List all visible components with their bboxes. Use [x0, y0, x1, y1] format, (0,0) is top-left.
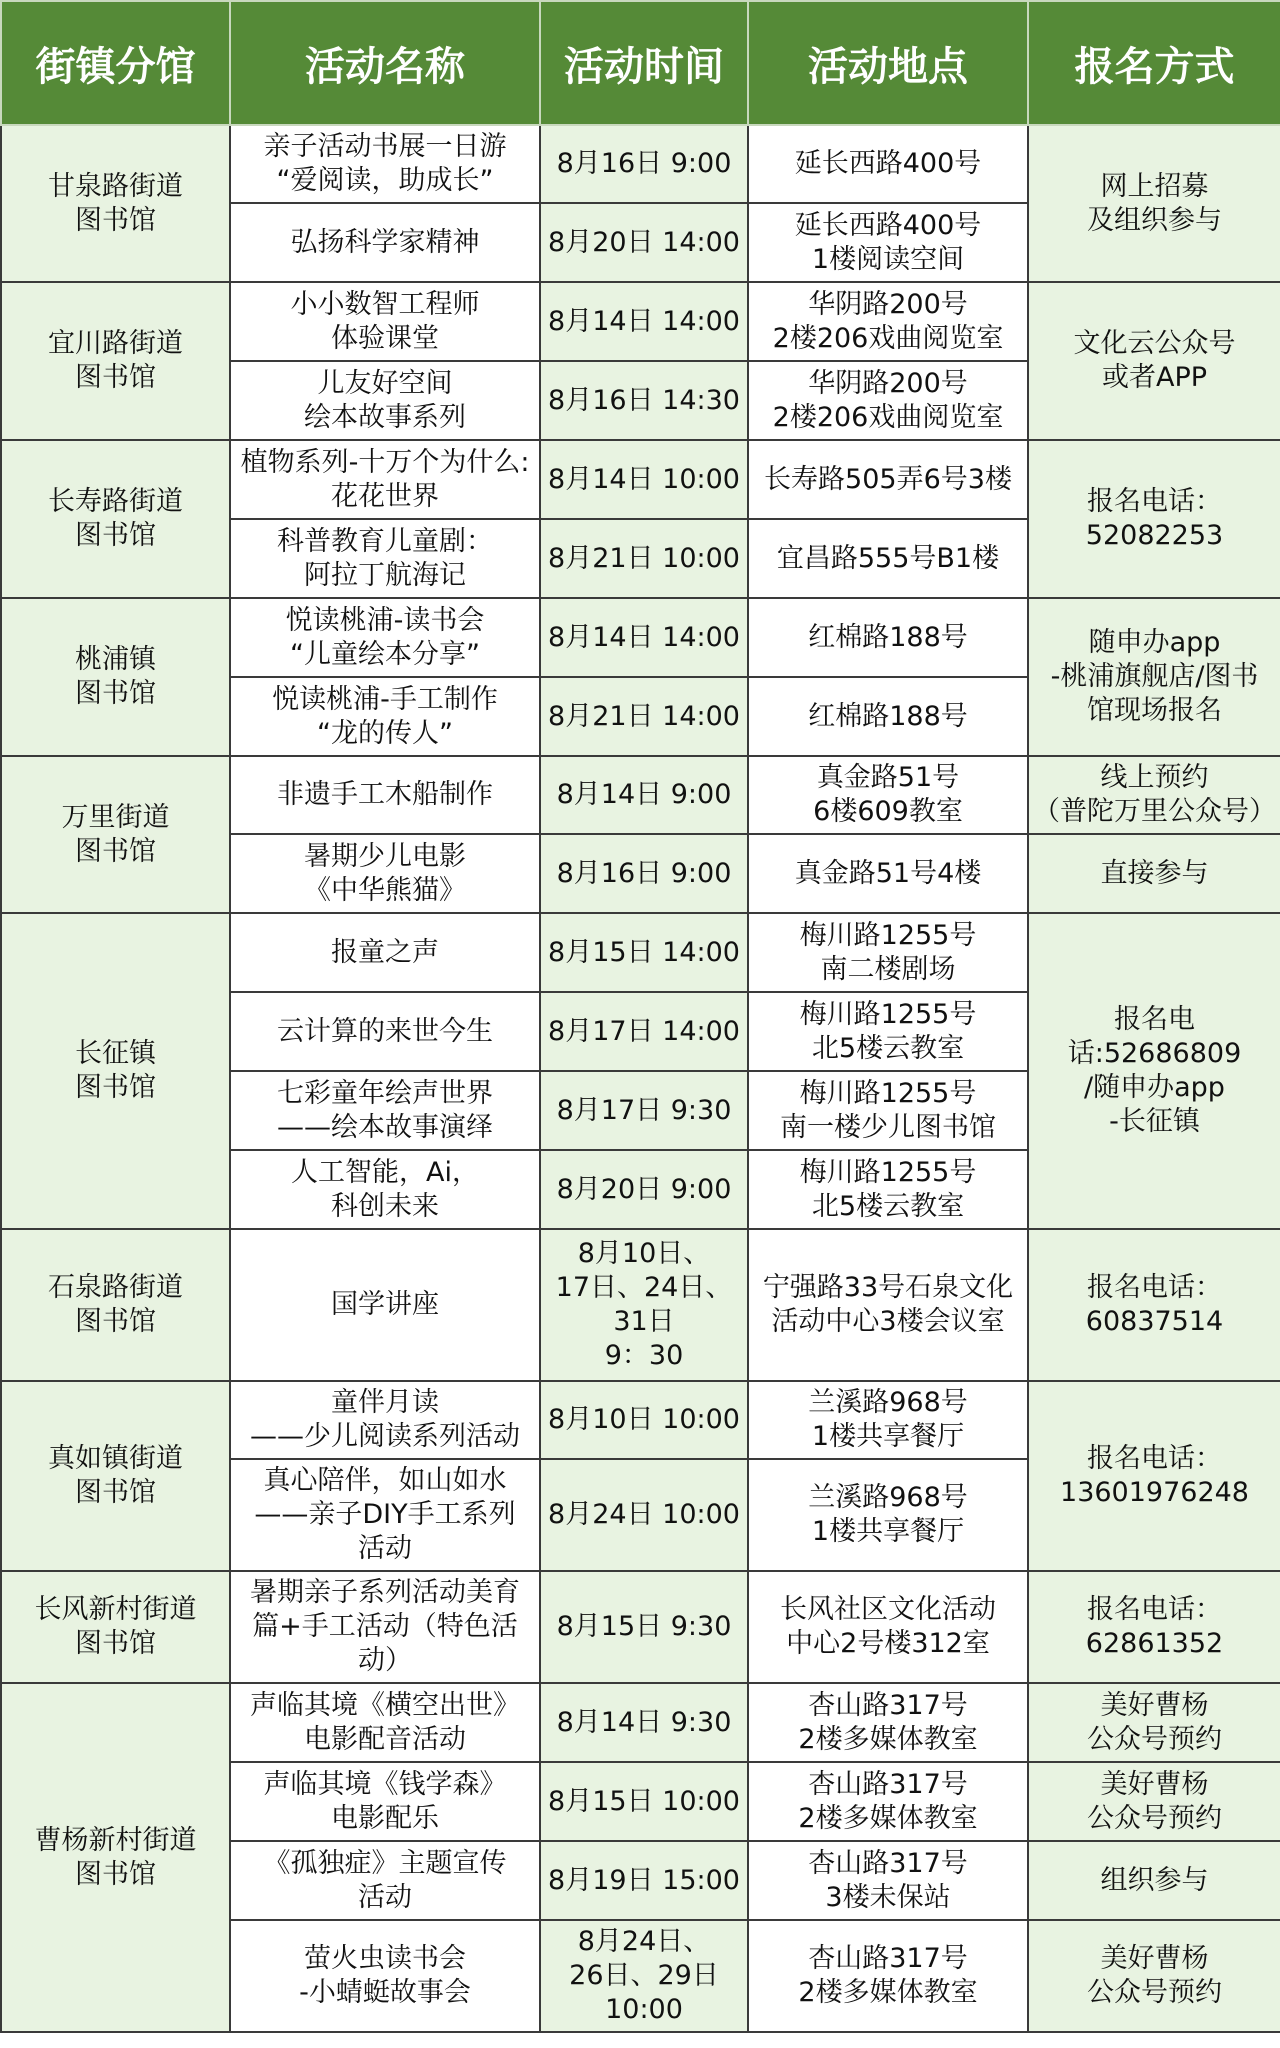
activity-place-cell: 梅川路1255号 北5楼云教室	[748, 992, 1028, 1071]
branch-cell: 长征镇 图书馆	[1, 913, 230, 1229]
activity-time-cell: 8月16日 14:30	[540, 361, 748, 440]
signup-cell: 线上预约 （普陀万里公众号）	[1028, 756, 1280, 834]
activity-time-cell: 8月16日 9:00	[540, 125, 748, 203]
signup-cell: 美好曹杨 公众号预约	[1028, 1683, 1280, 1762]
activity-time-cell: 8月21日 10:00	[540, 519, 748, 598]
activity-time-cell: 8月15日 14:00	[540, 913, 748, 992]
activity-name-cell: 人工智能，Ai， 科创未来	[230, 1150, 540, 1229]
signup-cell: 报名电话： 60837514	[1028, 1229, 1280, 1381]
activity-place-cell: 华阴路200号 2楼206戏曲阅览室	[748, 282, 1028, 361]
table-row	[1, 913, 1280, 992]
activity-place-cell: 梅川路1255号 南二楼剧场	[748, 913, 1028, 992]
signup-cell: 随申办app -桃浦旗舰店/图书 馆现场报名	[1028, 598, 1280, 756]
activity-place-cell: 兰溪路968号 1楼共享餐厅	[748, 1459, 1028, 1571]
table-row	[1, 1571, 1280, 1683]
activity-name-cell: 亲子活动书展一日游 “爱阅读，助成长”	[230, 125, 540, 203]
table-row	[1, 1381, 1280, 1459]
activity-time-cell: 8月24日 10:00	[540, 1459, 748, 1571]
activity-place-cell: 杏山路317号 3楼未保站	[748, 1841, 1028, 1920]
activity-time-cell: 8月20日 9:00	[540, 1150, 748, 1229]
table-row	[1, 1683, 1280, 1762]
activity-time-cell: 8月15日 10:00	[540, 1762, 748, 1841]
signup-cell: 报名电话： 62861352	[1028, 1571, 1280, 1683]
table-row	[1, 1229, 1280, 1381]
activity-time-cell: 8月20日 14:00	[540, 203, 748, 282]
header-branch: 街镇分馆	[1, 1, 230, 125]
activity-name-cell: 非遗手工木船制作	[230, 756, 540, 834]
table-body	[1, 125, 1280, 2032]
activity-time-cell: 8月19日 15:00	[540, 1841, 748, 1920]
table-row	[1, 756, 1280, 834]
signup-cell: 报名电话： 52082253	[1028, 440, 1280, 598]
activity-time-cell: 8月24日、 26日、29日 10:00	[540, 1920, 748, 2032]
activity-place-cell: 兰溪路968号 1楼共享餐厅	[748, 1381, 1028, 1459]
activity-time-cell: 8月21日 14:00	[540, 677, 748, 756]
header-activity-place: 活动地点	[748, 1, 1028, 125]
activity-place-cell: 梅川路1255号 北5楼云教室	[748, 1150, 1028, 1229]
signup-cell: 网上招募 及组织参与	[1028, 125, 1280, 282]
signup-cell: 报名电 话:52686809 /随申办app -长征镇	[1028, 913, 1280, 1229]
activity-place-cell: 梅川路1255号 南一楼少儿图书馆	[748, 1071, 1028, 1150]
activity-time-cell: 8月17日 14:00	[540, 992, 748, 1071]
table-row	[1, 282, 1280, 361]
activity-time-cell: 8月10日 10:00	[540, 1381, 748, 1459]
table-header	[1, 1, 1280, 125]
activity-place-cell: 长寿路505弄6号3楼	[748, 440, 1028, 519]
activity-place-cell: 红棉路188号	[748, 677, 1028, 756]
activity-name-cell: 儿友好空间 绘本故事系列	[230, 361, 540, 440]
activity-time-cell: 8月14日 9:30	[540, 1683, 748, 1762]
activity-place-cell: 延长西路400号 1楼阅读空间	[748, 203, 1028, 282]
activity-name-cell: 真心陪伴，如山如水 ——亲子DIY手工系列 活动	[230, 1459, 540, 1571]
branch-cell: 曹杨新村街道 图书馆	[1, 1683, 230, 2032]
activity-place-cell: 真金路51号4楼	[748, 834, 1028, 913]
activity-name-cell: 植物系列-十万个为什么: 花花世界	[230, 440, 540, 519]
activity-place-cell: 杏山路317号 2楼多媒体教室	[748, 1762, 1028, 1841]
activity-name-cell: 声临其境《钱学森》 电影配乐	[230, 1762, 540, 1841]
signup-cell: 报名电话： 13601976248	[1028, 1381, 1280, 1571]
branch-cell: 甘泉路街道 图书馆	[1, 125, 230, 282]
activity-place-cell: 真金路51号 6楼609教室	[748, 756, 1028, 834]
branch-cell: 长风新村街道 图书馆	[1, 1571, 230, 1683]
activity-place-cell: 华阴路200号 2楼206戏曲阅览室	[748, 361, 1028, 440]
activity-time-cell: 8月10日、 17日、24日、 31日 9：30	[540, 1229, 748, 1381]
header-activity-name: 活动名称	[230, 1, 540, 125]
activity-time-cell: 8月14日 14:00	[540, 282, 748, 361]
activity-place-cell: 延长西路400号	[748, 125, 1028, 203]
activity-name-cell: 声临其境《横空出世》 电影配音活动	[230, 1683, 540, 1762]
activity-time-cell: 8月17日 9:30	[540, 1071, 748, 1150]
activity-name-cell: 萤火虫读书会 -小蜻蜓故事会	[230, 1920, 540, 2032]
activity-name-cell: 童伴月读 ——少儿阅读系列活动	[230, 1381, 540, 1459]
branch-cell: 宜川路街道 图书馆	[1, 282, 230, 440]
signup-cell: 组织参与	[1028, 1841, 1280, 1920]
activity-place-cell: 宁强路33号石泉文化 活动中心3楼会议室	[748, 1229, 1028, 1381]
activity-place-cell: 杏山路317号 2楼多媒体教室	[748, 1920, 1028, 2032]
activity-name-cell: 科普教育儿童剧： 阿拉丁航海记	[230, 519, 540, 598]
signup-cell: 美好曹杨 公众号预约	[1028, 1920, 1280, 2032]
activity-name-cell: 报童之声	[230, 913, 540, 992]
signup-cell: 直接参与	[1028, 834, 1280, 913]
activity-time-cell: 8月15日 9:30	[540, 1571, 748, 1683]
branch-cell: 石泉路街道 图书馆	[1, 1229, 230, 1381]
activity-place-cell: 宜昌路555号B1楼	[748, 519, 1028, 598]
branch-cell: 桃浦镇 图书馆	[1, 598, 230, 756]
branch-cell: 长寿路街道 图书馆	[1, 440, 230, 598]
table-row	[1, 440, 1280, 519]
header-signup-method: 报名方式	[1028, 1, 1280, 125]
activity-time-cell: 8月16日 9:00	[540, 834, 748, 913]
activity-time-cell: 8月14日 14:00	[540, 598, 748, 677]
table-row	[1, 125, 1280, 203]
activity-place-cell: 长风社区文化活动 中心2号楼312室	[748, 1571, 1028, 1683]
activity-time-cell: 8月14日 10:00	[540, 440, 748, 519]
header-activity-time: 活动时间	[540, 1, 748, 125]
activity-name-cell: 云计算的来世今生	[230, 992, 540, 1071]
activity-name-cell: 悦读桃浦-手工制作 “龙的传人”	[230, 677, 540, 756]
activity-name-cell: 悦读桃浦-读书会 “儿童绘本分享”	[230, 598, 540, 677]
activity-name-cell: 《孤独症》主题宣传 活动	[230, 1841, 540, 1920]
activity-time-cell: 8月14日 9:00	[540, 756, 748, 834]
table-row	[1, 598, 1280, 677]
activity-name-cell: 弘扬科学家精神	[230, 203, 540, 282]
activity-place-cell: 杏山路317号 2楼多媒体教室	[748, 1683, 1028, 1762]
activity-name-cell: 暑期少儿电影 《中华熊猫》	[230, 834, 540, 913]
activity-name-cell: 小小数智工程师 体验课堂	[230, 282, 540, 361]
branch-cell: 万里街道 图书馆	[1, 756, 230, 913]
activity-name-cell: 暑期亲子系列活动美育 篇+手工活动（特色活 动）	[230, 1571, 540, 1683]
activity-name-cell: 国学讲座	[230, 1229, 540, 1381]
activity-name-cell: 七彩童年绘声世界 ——绘本故事演绎	[230, 1071, 540, 1150]
signup-cell: 文化云公众号 或者APP	[1028, 282, 1280, 440]
header-row	[1, 1, 1280, 125]
activity-place-cell: 红棉路188号	[748, 598, 1028, 677]
branch-cell: 真如镇街道 图书馆	[1, 1381, 230, 1571]
signup-cell: 美好曹杨 公众号预约	[1028, 1762, 1280, 1841]
